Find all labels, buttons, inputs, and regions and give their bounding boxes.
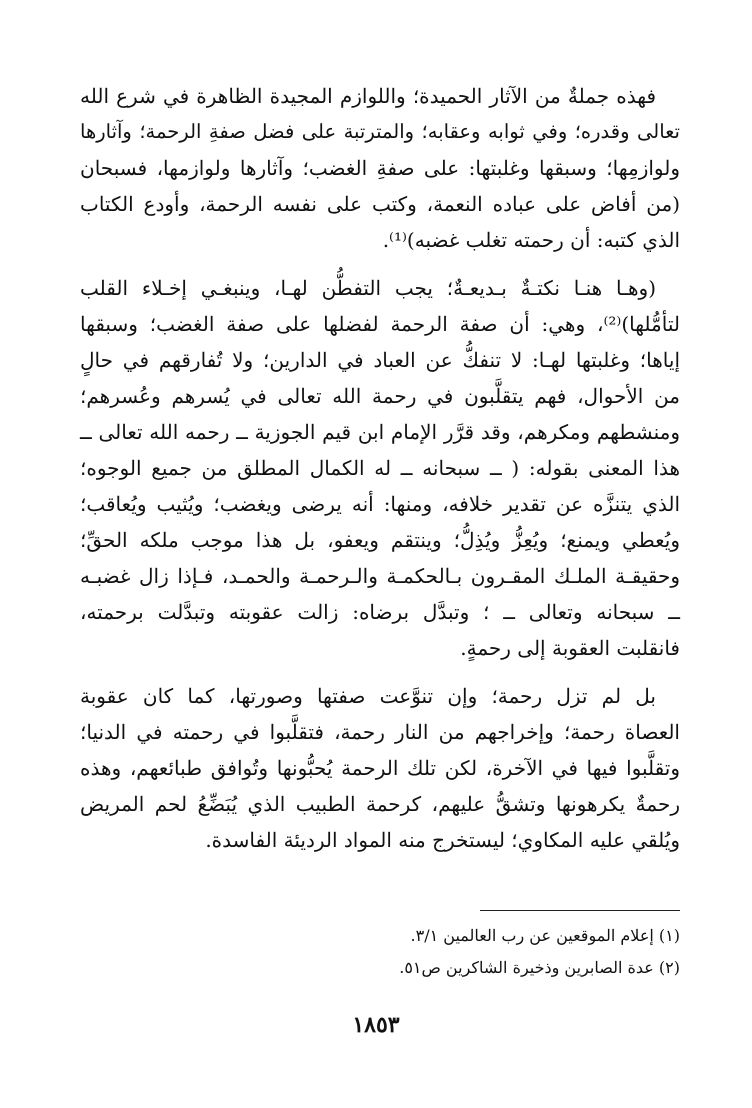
paragraph-2 [80, 270, 680, 666]
text-line: وتقلَّبوا فيها في الآخرة، لكن تلك الرحمة يُحبُّونها وتُوافق طبائعهم، وهذه [80, 756, 680, 780]
footnotes [80, 920, 680, 984]
text-line: (وهـا هنـا نكتـةٌ بـديعـةٌ؛ يجب التفطُّن لهـا، وينبغـي إخـلاء القلب [80, 276, 656, 300]
text-line: هذا المعنى بقوله: ( ــ سبحانه ــ له الكمال المطلق من جميع الوجوه؛ [80, 456, 680, 480]
paragraph-1 [80, 78, 680, 258]
text-line: بل لم تزل رحمة؛ وإن تنوَّعت صفتها وصورتها، كما كان عقوبة [80, 684, 656, 708]
footnote-divider [480, 910, 680, 911]
footnote-2: (٢) عدة الصابرين وذخيرة الشاكرين ص٥١. [399, 958, 680, 977]
text-line: رحمةٌ يكرهونها وتشقُّ عليهم، كرحمة الطبيب الذي يُبَضِّعُ لحم المريض [80, 792, 680, 816]
text-line: لتأمُّلها)⁽²⁾، وهي: أن صفة الرحمة لفضلها على صفة الغضب؛ وسبقها [80, 312, 680, 336]
text-line: الذي يتنزَّه عن تقدير خلافه، ومنها: أنه يرضى ويغضب؛ ويُثيب ويُعاقب؛ [80, 492, 680, 516]
text-line: العصاة رحمة؛ وإخراجهم من النار رحمة، فتقلَّبوا في رحمته في الدنيا؛ [80, 720, 680, 744]
text-line: تعالى وقدره؛ وفي ثوابه وعقابه؛ والمترتبة على فضل صفةِ الرحمة؛ وآثارها [80, 120, 680, 143]
text-line: فانقلبت العقوبة إلى رحمةٍ. [460, 636, 680, 660]
text-line: ومنشطهم ومكرهم، وقد قرَّر الإمام ابن قيم الجوزية ــ رحمه الله تعالى ــ [80, 420, 680, 444]
text-line: ويُلقي عليه المكاوي؛ ليستخرج منه المواد الرديئة الفاسدة. [205, 828, 680, 852]
text-line: ولوازمِها؛ وسبقها وغلبتها: على صفةِ الغضب؛ وآثارها ولوازمها، فسبحان [80, 156, 680, 180]
page-number: ١٨٥٣ [352, 1012, 400, 1038]
text-line: ــ سبحانه وتعالى ــ ؛ وتبدَّل برضاه: زالت عقوبته وتبدَّلت برحمته، [80, 600, 680, 624]
footnote-1: (١) إعلام الموقعين عن رب العالمين ٣/١. [410, 926, 680, 945]
text-line: من الأحوال، فهم يتقلَّبون في رحمة الله تعالى في يُسرهم وعُسرهم؛ [80, 384, 680, 408]
paragraph-3 [80, 678, 680, 858]
text-line: الذي كتبه: أن رحمته تغلب غضبه)⁽¹⁾. [382, 228, 680, 252]
text-line: (من أفاض على عباده النعمة، وكتب على نفسه الرحمة، وأودع الكتاب [80, 192, 680, 216]
text-line: فهذه جملةٌ من الآثار الحميدة؛ واللوازم المجيدة الظاهرة في شرع الله [80, 84, 656, 108]
text-line: ويُعطي ويمنع؛ ويُعِزُّ ويُذِلُّ؛ وينتقم ويعفو، بل هذا موجب ملكه الحقِّ؛ [80, 528, 680, 552]
text-line: وحقيقـة الملـك المقـرون بـالحكمـة والـرحمـة والحمـد، فـإذا زال غضبـه [80, 564, 680, 588]
main-text [80, 78, 680, 858]
text-line: إياها؛ وغلبتها لهـا: لا تنفكُّ عن العباد في الدارين؛ ولا تُفارقهم في حالٍ [80, 348, 680, 372]
